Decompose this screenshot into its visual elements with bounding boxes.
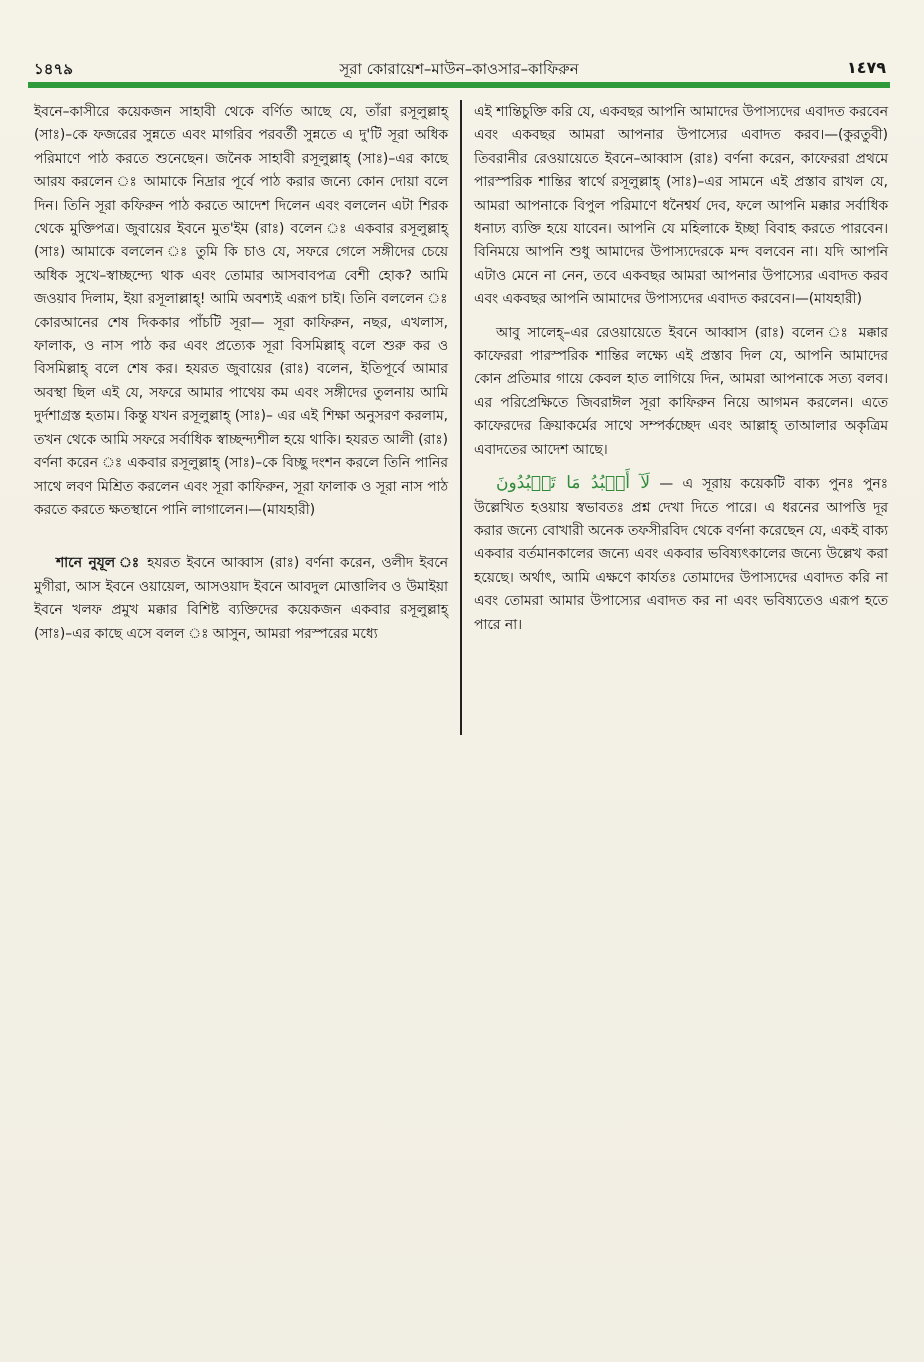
paragraph: ইবনে–কাসীরে কয়েকজন সাহাবী থেকে বর্ণিত আছে যে, তাঁরা রসূলুল্লাহ্ (সাঃ)–কে ফজরের সুন্নতে এবং মাগরিব পরবর্তী সুন্নতে এ দু'টি সূরা অধিক পরিমাণে পাঠ করতে শুনেছেন। জনৈক সাহাবী রসূলুল্লাহ্ (সাঃ)–এর কাছে আরয করলেন ঃ আমাকে নিদ্রার পূর্বে পাঠ করার জন্যে কোন দোয়া বলে দিন। তিনি সূরা কফিরুন পাঠ করতে আদেশ দিলেন এবং বললেন এটা শিরক থেকে মুক্তিপত্র। জুবায়ের ইবনে মুত'ইম (রাঃ) বলেন ঃ একবার রসূলুল্লাহ্ (সাঃ) আমাকে বললেন ঃ তুমি কি চাও যে, সফরে গেলে সঙ্গীদের চেয়ে অধিক সুখে–স্বাচ্ছন্দ্যে থাক এবং তোমার আসবাবপত্র বেশী হোক? আমি জওয়াব দিলাম, ইয়া রসূলাল্লাহ্! আমি অবশ্যই এরূপ চাই। তিনি বললেন ঃ কোরআনের শেষ দিককার পাঁচটি সূরা— সূরা কাফিরুন, নছর, এখলাস, ফালাক, ও নাস পাঠ কর এবং প্রত্যেক সূরা বিসমিল্লাহ্ বলে শুরু কর ও বিসমিল্লাহ্ বলে শেষ কর। হযরত জুবায়ের (রাঃ) বলেন, ইতিপূর্বে আমার অবস্থা ছিল এই যে, সফরে আমার পাথেয় কম এবং সঙ্গীদের তুলনায় আমি দুর্দশাগ্রস্ত হতাম। কিন্তু যখন রসূলুল্লাহ্ (সাঃ)– এর এই শিক্ষা অনুসরণ করলাম, তখন থেকে আমি সফরে সর্বাধিক স্বাচ্ছন্দ্যশীল হয়ে থাকি। হযরত আলী (রাঃ) বর্ণনা করেন ঃ একবার রসূলুল্লাহ্ (সাঃ)–কে বিচ্ছু দংশন করলে তিনি পানির সাথে লবণ মিশ্রিত করলেন এবং সূরা কাফিরুন, সূরা ফালাক ও সূরা নাস পাঠ করতে করতে ক্ষতস্থানে পানি লাগালেন।—(মাযহারী)	[34, 104, 448, 518]
column-divider	[460, 100, 462, 735]
page-number-right: ١٤٧٩	[846, 58, 886, 77]
page-header	[28, 58, 890, 80]
page-number-left: ১৪৭৯	[34, 60, 73, 78]
header-rule	[28, 82, 890, 88]
arabic-verse: لَآ أَعۡبُدُ مَا تَعۡبُدُونَ	[496, 473, 651, 494]
verse-paragraph	[474, 472, 888, 637]
right-column	[474, 101, 888, 637]
shane-nuzul-paragraph	[34, 552, 448, 646]
paragraph-text: — এ সূরায় কয়েকটি বাক্য পুনঃ পুনঃ উল্লেখিত হওয়ায় স্বভাবতঃ প্রশ্ন দেখা দিতে পারে। এ ধরনের আপত্তি দূর করার জন্যে বোখারী অনেক তফসীরবিদ থেকে বর্ণনা করেছেন যে, একই বাক্য একবার বর্তমানকালের জন্যে এবং একবার ভবিষ্যৎকালের জন্যে উল্লেখ করা হয়েছে। অর্থাৎ, আমি এক্ষণে কার্যতঃ তোমাদের উপাস্যদের এবাদত করি না এবং তোমরা আমার উপাস্যের এবাদত কর না এবং ভবিষ্যতেও এরূপ হতে পারে না।	[474, 476, 888, 633]
left-column	[34, 101, 448, 646]
paragraph: আবু সালেহ্–এর রেওয়ায়েতে ইবনে আব্বাস (রাঃ) বলেন ঃ মক্কার কাফেররা পারস্পরিক শান্তির লক্ষ্যে এই প্রস্তাব দিল যে, আপনি আমাদের কোন প্রতিমার গায়ে কেবল হাত লাগিয়ে দিন, আমরা আপনাকে সত্য বলব। এর পরিপ্রেক্ষিতে জিবরাঈল সূরা কাফিরুন নিয়ে আগমন করলেন। এতে কাফেরদের ক্রিয়াকর্মের সাথে সম্পর্কচ্ছেদ এবং আল্লাহ্ তাআলার অকৃত্রিম এবাদতের আদেশ আছে।	[474, 324, 888, 458]
paragraph-text: হযরত ইবনে আব্বাস (রাঃ) বর্ণনা করেন, ওলীদ ইবনে মুগীরা, আস ইবনে ওয়ায়েল, আসওয়াদ ইবনে আবদুল মোত্তালিব ও উমাইয়া ইবনে খলফ প্রমুখ মক্কার বিশিষ্ট ব্যক্তিদের কয়েকজন একবার রসূলুল্লাহ্ (সাঃ)–এর কাছে এসে বলল ঃ আসুন, আমরা পরস্পরের মধ্যে	[34, 555, 448, 642]
paragraph: এই শান্তিচুক্তি করি যে, একবছর আপনি আমাদের উপাস্যদের এবাদত করবেন এবং একবছর আমরা আপনার উপাস্যের এবাদত করব।—(কুরতুবী) তিবরানীর রেওয়ায়েতে ইবনে–আব্বাস (রাঃ) বর্ণনা করেন, কাফেররা প্রথমে পারস্পরিক শান্তির স্বার্থে রসূলুল্লাহ্ (সাঃ)–এর সামনে এই প্রস্তাব রাখল যে, আমরা আপনাকে বিপুল পরিমাণে ধনৈশ্বর্য দেব, ফলে আপনি মক্কার সর্বাধিক ধনাঢ্য ব্যক্তি হয়ে যাবেন। আপনি যে মহিলাকে ইচ্ছা বিবাহ করতে পারবেন। বিনিময়ে আপনি শুধু আমাদের উপাস্যদেরকে মন্দ বলবেন না। যদি আপনি এটাও মেনে না নেন, তবে একবছর আমরা আপনার উপাস্যের এবাদত করব এবং একবছর আপনি আমাদের উপাস্যদের এবাদত করবেন।—(মাযহারী)	[474, 104, 888, 308]
section-heading: শানে নুযূল ঃ	[56, 555, 141, 572]
running-title: সূরা কোরায়েশ–মাউন–কাওসার–কাফিরুন	[339, 60, 579, 78]
